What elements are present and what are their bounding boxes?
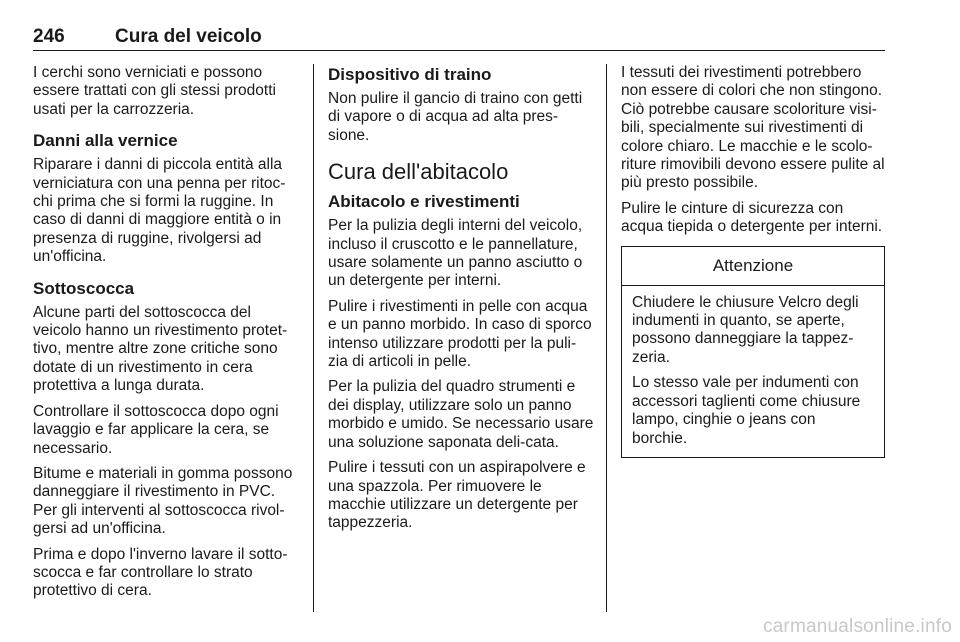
paragraph: Non pulire il gancio di traino con getti di vapore o di acqua ad alta pres-sione. <box>328 90 583 144</box>
paragraph: Riparare i danni di piccola entità alla verniciatura con una penna per ritoc-chi prima che si formi la ruggine. In caso di danni di maggiore entità o in presenza di ruggine, rivolgersi ad un'officina. <box>33 156 286 266</box>
paragraph: Per la pulizia degli interni del veicolo, incluso il cruscotto e le pannellature, usare solamente un panno asciutto o un detergente per interni. <box>328 217 583 290</box>
column-2 <box>328 64 594 540</box>
section-heading-interior-upholstery: Abitacolo e rivestimenti <box>328 192 520 212</box>
column-3 <box>621 64 887 458</box>
callout-body <box>622 286 884 457</box>
callout-paragraph: Lo stesso vale per indumenti con accessori taglienti come chiusure lampo, cinghie o jeans con borchie. <box>632 374 861 447</box>
paragraph: Controllare il sottoscocca dopo ogni lavaggio e far applicare la cera, se necessario. <box>33 402 279 457</box>
paragraph: Alcune parti del sottoscocca del veicolo hanno un rivestimento protet-tivo, mentre altre zone critiche sono dotate di un rivestimento in cera protettiva a lunga durata. <box>33 303 288 395</box>
column-divider-2 <box>606 64 607 612</box>
callout-title: Attenzione <box>622 247 884 286</box>
caution-callout-box <box>621 246 885 458</box>
paragraph: Prima e dopo l'inverno lavare il sotto-scocca e far controllare lo strato protettivo di cera. <box>33 545 288 600</box>
paragraph: Pulire le cinture di sicurezza con acqua tiepida o detergente per interni. <box>621 199 883 236</box>
column-divider-1 <box>313 64 314 612</box>
page-header <box>33 26 885 51</box>
paragraph: I tessuti dei rivestimenti potrebbero non essere di colori che non stingono. Ciò potrebbe causare scoloriture visi-bili, specialmente sui rivestimenti di colore chiaro. Le macchie e le scolo-riture rimovibili devono essere pulite al più presto possibile. <box>621 64 885 192</box>
paragraph: Bitume e materiali in gomma possono danneggiare il rivestimento in PVC. Per gli interventi al sottoscocca rivol-gersi ad un'officina. <box>33 464 293 538</box>
section-heading-underbody: Sottoscocca <box>33 278 135 298</box>
intro-paragraph: I cerchi sono verniciati e possono essere trattati con gli stessi prodotti usati per la carrozzeria. <box>33 64 276 118</box>
paragraph: Per la pulizia del quadro strumenti e dei display, utilizzare solo un panno morbido e umido. Se necessario usare una soluzione saponata deli-cata. <box>328 378 594 451</box>
site-watermark: carmanualsonline.info <box>762 616 952 637</box>
chapter-heading-interior-care: Cura dell'abitacolo <box>328 159 509 185</box>
paragraph: Pulire i tessuti con un aspirapolvere e una spazzola. Per rimuovere le macchie utilizzare un detergente per tappezzeria. <box>328 459 586 532</box>
page-title: Cura del veicolo <box>115 26 262 47</box>
page-number: 246 <box>33 26 65 47</box>
column-1 <box>33 64 301 608</box>
paragraph: Pulire i rivestimenti in pelle con acqua e un panno morbido. In caso di sporco intenso utilizzare prodotti per la puli-zia di articoli in pelle. <box>328 297 592 371</box>
section-heading-towing-device: Dispositivo di traino <box>328 65 492 84</box>
section-heading-paint-damage: Danni alla vernice <box>33 131 178 151</box>
callout-paragraph: Chiudere le chiusure Velcro degli indumenti in quanto, se aperte, possono danneggiare la tappez-zeria. <box>632 293 859 366</box>
